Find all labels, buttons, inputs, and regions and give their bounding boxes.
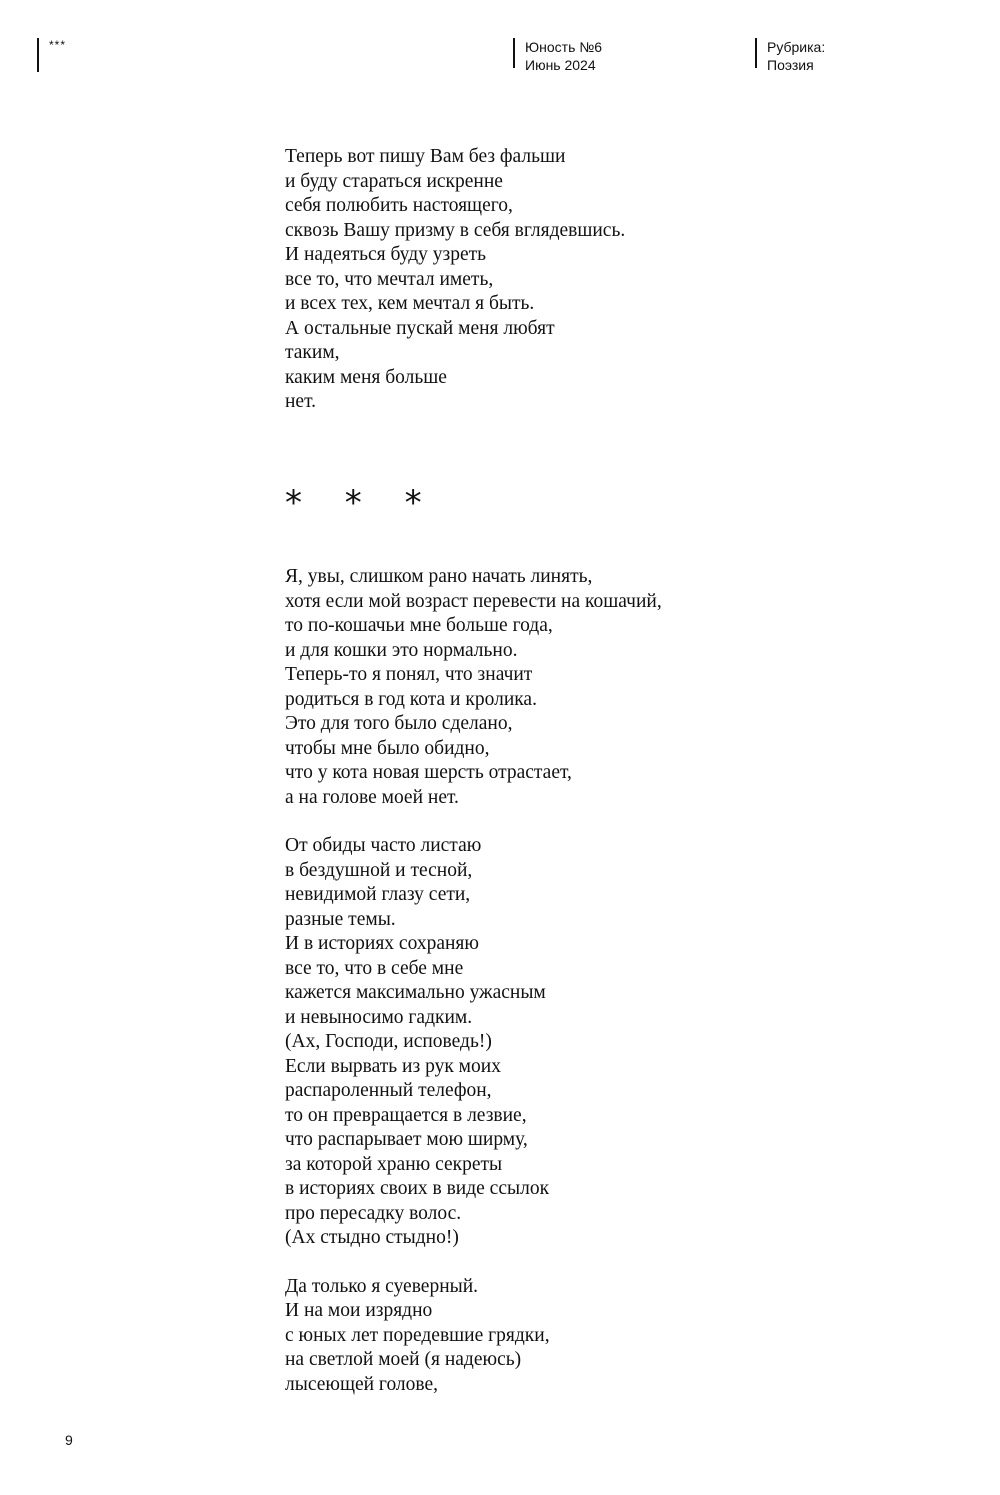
- poem-line: в историях своих в виде ссылок: [285, 1178, 550, 1199]
- poem-line: И на мои изрядно: [285, 1300, 433, 1321]
- poem-line: нет.: [285, 391, 317, 412]
- poem-line: и для кошки это нормально.: [285, 639, 518, 661]
- stanza: [285, 834, 662, 1251]
- poem-line: хотя если мой возраст перевести на кошачий,: [285, 590, 662, 612]
- poem-line: в бездушной и тесной,: [285, 859, 473, 881]
- stanza: [285, 1275, 662, 1398]
- header-divider-bar: [513, 38, 515, 68]
- poem-line: а на голове моей нет.: [285, 786, 459, 808]
- poem-line: каким меня больше: [285, 366, 447, 388]
- poem-line: невидимой глазу сети,: [285, 884, 471, 905]
- poem-line: то он превращается в лезвие,: [285, 1104, 527, 1126]
- page-number: 9: [65, 1432, 73, 1448]
- header-divider-bar: [755, 38, 757, 68]
- poem-line: Если вырвать из рук моих: [285, 1055, 501, 1077]
- poem-line: то по-кошачьи мне больше года,: [285, 615, 553, 636]
- poem-line: И в историях сохраняю: [285, 933, 479, 954]
- poem-line: таким,: [285, 342, 340, 363]
- poem-line: распароленный телефон,: [285, 1080, 492, 1101]
- poem-line: и всех тех, кем мечтал я быть.: [285, 293, 535, 314]
- header-journal-block: [513, 38, 602, 74]
- poem-line: (Ах, Господи, исповедь!): [285, 1031, 492, 1052]
- poem-part-1: [285, 145, 625, 415]
- poem-line: что у кота новая шерсть отрастает,: [285, 762, 572, 783]
- poem-line: себя полюбить настоящего,: [285, 195, 513, 216]
- section-divider-asterisks: * * *: [285, 483, 438, 523]
- poem-line: кажется максимально ужасным: [285, 982, 546, 1003]
- poem-line: Это для того было сделано,: [285, 713, 513, 734]
- poem-part-2: [285, 565, 662, 1397]
- poem-line: лысеющей голове,: [285, 1373, 439, 1395]
- poem-line: Теперь вот пишу Вам без фальши: [285, 146, 566, 167]
- poem-line: и невыносимо гадким.: [285, 1006, 473, 1028]
- issue-date: Июнь 2024: [525, 57, 596, 73]
- rubric-label: Рубрика:: [767, 39, 826, 55]
- poem-line: про пересадку волос.: [285, 1202, 462, 1224]
- poem-line: От обиды часто листаю: [285, 835, 482, 856]
- rubric-value: Поэзия: [767, 57, 814, 73]
- poem-line: на светлой моей (я надеюсь): [285, 1349, 522, 1370]
- poem-line: все то, что в себе мне: [285, 957, 464, 979]
- poem-line: за которой храню секреты: [285, 1153, 503, 1175]
- journal-title: Юность №6: [525, 39, 603, 55]
- poem-line: чтобы мне было обидно,: [285, 737, 490, 759]
- poem-line: с юных лет поредевшие грядки,: [285, 1324, 550, 1346]
- poem-line: Да только я суеверный.: [285, 1275, 479, 1297]
- header-divider-bar: [37, 38, 39, 72]
- poem-line: все то, что мечтал иметь,: [285, 268, 494, 290]
- poem-line: разные темы.: [285, 908, 396, 930]
- stanza: [285, 565, 662, 810]
- header-rubric-block: [755, 38, 825, 74]
- stanza: [285, 145, 625, 415]
- poem-line: И надеяться буду узреть: [285, 244, 487, 265]
- poem-line: родиться в год кота и кролика.: [285, 688, 537, 710]
- poem-line: Теперь-то я понял, что значит: [285, 664, 533, 685]
- poem-line: и буду стараться искренне: [285, 170, 503, 192]
- section-marker: ***: [49, 38, 67, 52]
- poem-line: сквозь Вашу призму в себя вглядевшись.: [285, 219, 626, 241]
- poem-line: А остальные пускай меня любят: [285, 317, 555, 339]
- poem-line: (Ах стыдно стыдно!): [285, 1227, 459, 1248]
- poem-line: что распарывает мою ширму,: [285, 1129, 528, 1150]
- poem-line: Я, увы, слишком рано начать линять,: [285, 566, 593, 587]
